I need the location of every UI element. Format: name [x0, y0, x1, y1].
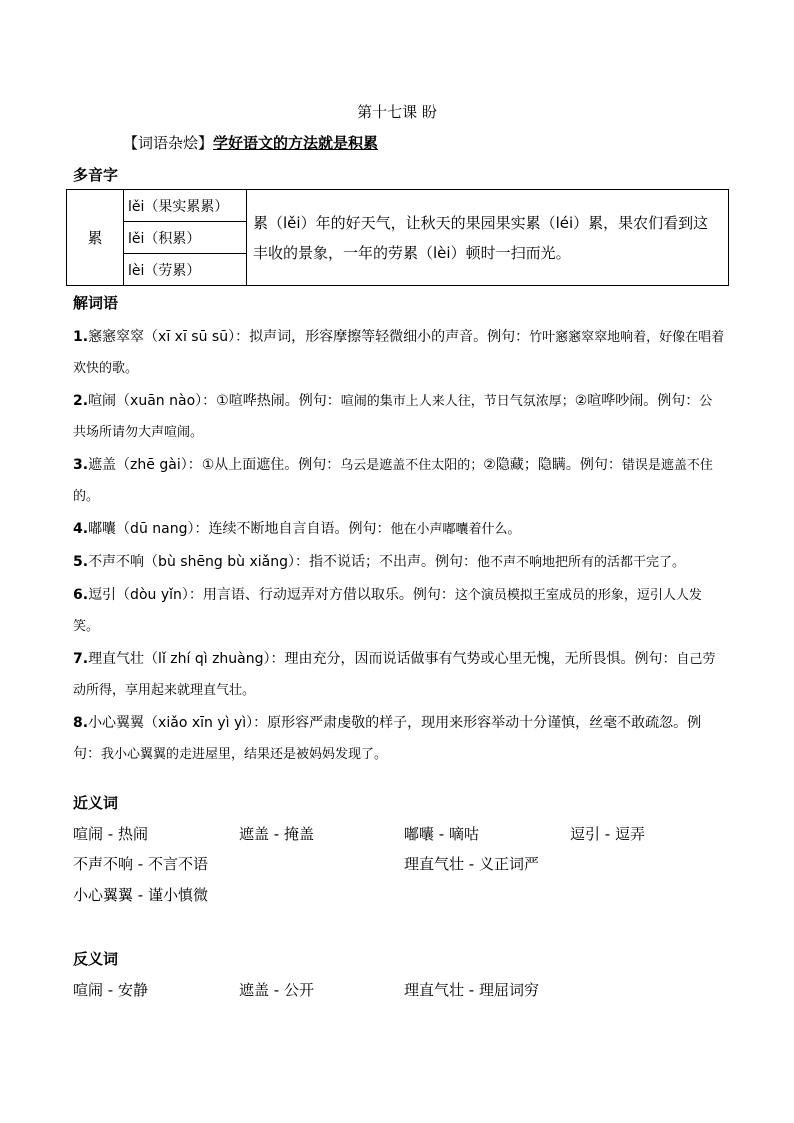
item-number: 1. — [73, 329, 89, 345]
item-number: 4. — [73, 521, 89, 537]
antonym-pair: 理直气壮 - 理屈词穷 — [404, 981, 539, 999]
item-example: 我小心翼翼的走进屋里，结果还是被妈妈发现了。 — [101, 747, 388, 762]
section-slogan: 学好语文的方法就是积累 — [213, 134, 379, 152]
reading-cell: lěi（果实累累） — [124, 190, 247, 222]
section-heading — [123, 132, 378, 153]
vocab-heading: 解词语 — [73, 294, 119, 312]
item-example: 自己劳动所得，享用起来就理直气壮。 — [73, 652, 716, 698]
vocab-item — [73, 450, 725, 512]
antonym-pair: 喧闹 - 安静 — [73, 981, 148, 999]
item-definition: 理直气壮（lǐ zhí qì zhuàng）：理由充分，因而说话做事有气势或心里无愧，无所畏惧。例句： — [88, 651, 677, 667]
vocab-item — [73, 644, 725, 706]
synonym-row — [73, 823, 733, 853]
reading-cell: lèi（劳累） — [124, 254, 247, 286]
item-example: 竹叶窸窸窣窣地响着，好像在唱着欢快的歌。 — [73, 330, 725, 376]
lesson-title: 第十七课 盼 — [357, 103, 437, 121]
item-definition: 喧闹（xuān nào）：①喧哗热闹。例句： — [88, 393, 341, 409]
section-bracket: 【词语杂烩】 — [123, 134, 214, 152]
vocab-item — [73, 322, 725, 384]
item-number: 8. — [73, 715, 89, 731]
synonym-pair: 小心翼翼 - 谨小慎微 — [73, 886, 208, 904]
item-example: 他在小声嘟囔着什么。 — [390, 522, 521, 537]
antonym-row — [73, 979, 733, 1009]
item-example: 他不声不响地把所有的活都干完了。 — [477, 555, 686, 570]
item-definition: 遮盖（zhē gài）：①从上面遮住。例句： — [88, 457, 341, 473]
item-example: 这个演员模拟王室成员的形象，逗引人人发笑。 — [73, 588, 702, 634]
item-number: 7. — [73, 651, 89, 667]
polyphone-char: 累 — [67, 190, 124, 286]
polyphone-table — [66, 189, 729, 286]
item-definition: 逗引（dòu yǐn）：用言语、行动逗弄对方借以取乐。例句： — [88, 587, 455, 603]
item-number: 3. — [73, 457, 89, 473]
synonym-pair: 逗引 - 逗弄 — [570, 825, 645, 843]
polyphone-sentence: 累（lěi）年的好天气，让秋天的果园果实累（léi）累，果农们看到这丰收的景象，一年的劳累（lèi）顿时一扫而光。 — [247, 190, 729, 286]
item-example: 喧闹的集市上人来人往，节日气氛浓厚； — [340, 394, 575, 409]
synonym-pair: 不声不响 - 不言不语 — [73, 855, 208, 873]
item-number: 5. — [73, 554, 89, 570]
vocab-item — [73, 580, 725, 642]
synonym-pair: 理直气壮 - 义正词严 — [404, 855, 539, 873]
vocab-item — [73, 386, 725, 448]
synonyms-heading: 近义词 — [73, 794, 119, 812]
item-definition: 嘟囔（dū nang）：连续不断地自言自语。例句： — [88, 521, 391, 537]
item-example: 乌云是遮盖不住太阳的； — [340, 458, 484, 473]
item-number: 2. — [73, 393, 89, 409]
vocab-list — [73, 322, 725, 772]
vocab-item — [73, 547, 725, 578]
vocab-item — [73, 514, 725, 545]
item-definition-2: ②隐藏；隐瞒。例句： — [483, 457, 622, 473]
antonym-pair: 遮盖 - 公开 — [239, 981, 314, 999]
item-definition-2: ②喧哗吵闹。例句： — [574, 393, 700, 409]
synonym-pair: 嘟囔 - 嘀咕 — [404, 825, 479, 843]
synonym-row — [73, 884, 733, 914]
item-example-2: 公共场所请勿大声喧闹。 — [73, 394, 713, 440]
item-number: 6. — [73, 587, 89, 603]
synonym-pair: 喧闹 - 热闹 — [73, 825, 148, 843]
item-example-2: 错误是遮盖不住的。 — [73, 458, 713, 504]
item-definition: 窸窸窣窣（xī xī sū sū）：拟声词，形容摩擦等轻微细小的声音。例句： — [88, 329, 530, 345]
item-definition: 小心翼翼（xiǎo xīn yì yì）：原形容严肃虔敬的样子，现用来形容举动十分谨慎，丝毫不敢疏忽。例句： — [73, 715, 702, 762]
polyphone-heading: 多音字 — [73, 166, 119, 184]
synonym-row — [73, 853, 733, 883]
reading-cell: lěi（积累） — [124, 222, 247, 254]
vocab-item — [73, 708, 725, 770]
antonyms-heading: 反义词 — [73, 950, 119, 968]
synonym-pair: 遮盖 - 掩盖 — [239, 825, 314, 843]
item-definition: 不声不响（bù shēng bù xiǎng）：指不说话；不出声。例句： — [88, 554, 477, 570]
